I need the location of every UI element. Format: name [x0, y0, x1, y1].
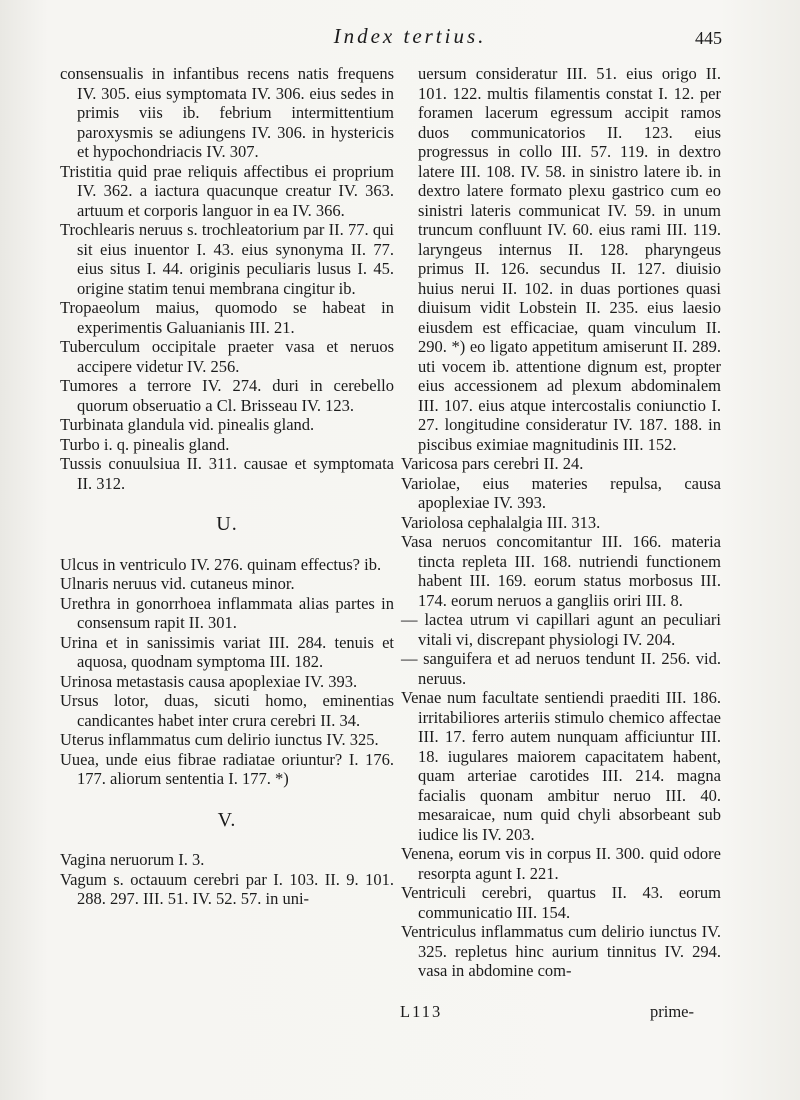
index-entry: Ursus lotor, duas, sicuti homo, eminentias candicantes habet inter crura cerebri II. 34. — [60, 691, 394, 730]
section-heading-v: V. — [217, 808, 237, 831]
running-title: Index tertius. — [333, 24, 487, 48]
signature-mark: L113 — [400, 1002, 443, 1021]
index-entry: Ventriculus inflammatus cum delirio iunctus IV. 325. repletus hinc aurium tinnitus IV. 294. vasa in abdomine com- — [401, 922, 721, 980]
index-entry: Turbo i. q. pinealis gland. — [60, 434, 230, 454]
index-entry: Varicosa pars cerebri II. 24. — [401, 454, 584, 473]
index-entry: Vasa neruos concomitantur III. 166. materia tincta repleta III. 168. nutriendi functionem habent III. 169. eorum status morbosus III. 174. eorum neruos a gangliis oriri III. 8. — [401, 532, 721, 610]
page-header — [60, 22, 760, 48]
index-entry: — sanguifera et ad neruos tendunt II. 256. vid. neruus. — [401, 649, 721, 688]
index-entry: Tuberculum occipitale praeter vasa et neruos accipere videtur IV. 256. — [60, 337, 394, 376]
catchword: prime- — [650, 1002, 694, 1021]
index-entry: Uuea, unde eius fibrae radiatae oriuntur? I. 176. 177. aliorum sententia I. 177. *) — [60, 749, 394, 788]
index-entry: Turbinata glandula vid. pinealis gland. — [60, 415, 315, 434]
index-entry: Venena, eorum vis in corpus II. 300. quid odore resorpta agunt I. 221. — [401, 844, 721, 883]
index-entry: Urethra in gonorrhoea inflammata alias partes in consensum rapit II. 301. — [60, 593, 394, 632]
right-column — [401, 64, 721, 981]
index-entry: consensualis in infantibus recens natis frequens IV. 305. eius symptomata IV. 306. eius sedes in primis viis ib. febrium intermittentium paroxysmis se adiungens IV. 306. in hystericis et hypochondriacis IV. 307. — [60, 64, 394, 161]
index-entry: Vagum s. octauum cerebri par I. 103. II. 9. 101. 288. 297. III. 51. IV. 52. 57. in uni- — [60, 869, 394, 908]
index-entry: Tumores a terrore IV. 274. duri in cerebello quorum obseruatio a Cl. Brisseau IV. 123. — [60, 376, 394, 415]
index-entry: Tussis conuulsiua II. 311. causae et symptomata II. 312. — [60, 454, 394, 493]
index-entry-continued: uersum consideratur III. 51. eius origo II. 101. 122. multis filamentis constat I. 12. per foramen lacerum egressum accipit ramos duos communicatorios II. 123. eius progressus in collo III. 57. 119. in dextro latere III. 108. IV. 58. in sinistro latere ib. in dextro latere formato plexu gastrico cum eo sinistri lateris communicat IV. 59. in unum truncum confluunt IV. 60. eius rami III. 119. laryngeus internus II. 128. pharyngeus primus II. 126. secundus II. 127. diuisio huius nerui II. 102. in duas portiones quasi diuisum vidit Lobstein II. 235. eius laesio eiusdem est efficaciae, quam vinculum II. 290. *) eo ligato appetitum amiserunt II. 289. uti vocem ib. attentione dignum est, propter eius accessionem ad plexum abdominalem III. 107. eius atque intercostalis coniunctio I. 27. longitudine consideratur IV. 187. 188. in piscibus eximiae magnitudinis III. 152. — [418, 64, 721, 454]
index-entry: Trochlearis neruus s. trochleatorium par II. 77. qui sit eius inuentor I. 43. eius synonyma II. 77. eius situs I. 44. originis peculiaris lusus I. 45. origine statim tenui membrana cingitur ib. — [60, 220, 394, 298]
left-column — [60, 64, 394, 909]
index-entry: Urinosa metastasis causa apoplexiae IV. 393. — [60, 671, 358, 691]
index-entry: Ventriculi cerebri, quartus II. 43. eorum communicatio III. 154. — [401, 883, 721, 922]
index-entry: Tristitia quid prae reliquis affectibus ei proprium IV. 362. a iactura quacunque creatur IV. 363. artuum et corporis languor in ea IV. 366. — [60, 161, 394, 220]
page-number: 445 — [695, 28, 722, 48]
section-heading-u: U. — [216, 513, 238, 535]
index-entry: Variolosa cephalalgia III. 313. — [401, 512, 601, 532]
index-entry: Vagina neruorum I. 3. — [60, 850, 205, 869]
index-entry: Variolae, eius materies repulsa, causa apoplexiae IV. 393. — [401, 473, 721, 512]
index-entry: Venae num facultate sentiendi praediti III. 186. irritabiliores arteriis stimulo chemico affectae III. 17. ferro autem nunquam afficiuntur III. 18. iugulares maiorem capacitatem habent, quam arteriae carotides III. 214. magna facialis quonam ambitur neruo III. 40. mesaraicae, num quid chyli absorbeant sub iudice lis IV. 203. — [401, 688, 721, 844]
index-entry: Ulcus in ventriculo IV. 276. quinam effectus? ib. — [60, 554, 382, 574]
index-entry: — lactea utrum vi capillari agunt an peculiari vitali vi, discrepant physiologi IV. 204. — [401, 610, 721, 649]
index-entry: Urina et in sanissimis variat III. 284. tenuis et aquosa, quodnam symptoma III. 182. — [60, 632, 394, 671]
index-entry: Ulnaris neruus vid. cutaneus minor. — [60, 574, 295, 593]
index-entry: Tropaeolum maius, quomodo se habeat in experimentis Galuanianis III. 21. — [60, 298, 394, 337]
index-entry: Uterus inflammatus cum delirio iunctus IV. 325. — [60, 730, 379, 749]
